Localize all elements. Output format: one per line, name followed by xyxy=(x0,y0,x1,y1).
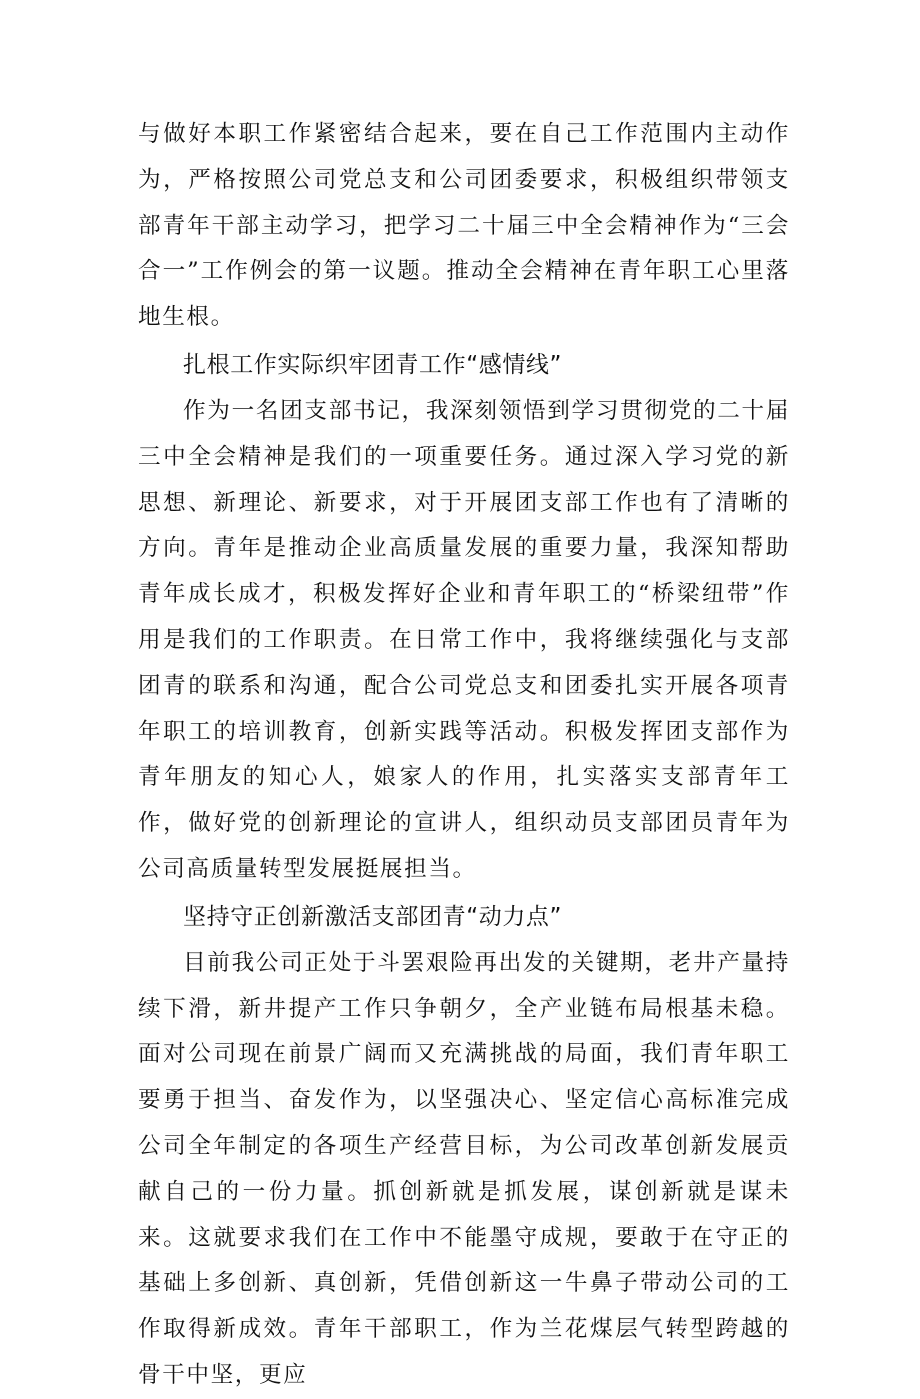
body-paragraph: 目前我公司正处于斗罢艰险再出发的关键期，老井产量持续下滑，新井提产工作只争朝夕，全产业链布局根基未稳。面对公司现在前景广阔而又充满挑战的局面，我们青年职工要勇于担当、奋发作为，以坚强决心、坚定信心高标准完成公司全年制定的各项生产经营目标，为公司改革创新发展贡献自己的一份力量。抓创新就是抓发展，谋创新就是谋未来。这就要求我们在工作中不能墨守成规，要敢于在守正的基础上多创新、真创新，凭借创新这一牛鼻子带动公司的工作取得新成效。青年干部职工，作为兰花煤层气转型跨越的骨干中坚，更应 xyxy=(138,949,790,1388)
body-paragraph: 与做好本职工作紧密结合起来，要在自己工作范围内主动作为，严格按照公司党总支和公司团委要求，积极组织带领支部青年干部主动学习，把学习二十届三中全会精神作为“三会合一”工作例会的第一议题。推动全会精神在青年职工心里落地生根。 xyxy=(138,121,790,331)
section-heading: 坚持守正创新激活支部团青“动力点” xyxy=(183,903,563,930)
section-heading: 扎根工作实际织牢团青工作“感情线” xyxy=(183,351,563,378)
body-paragraph: 作为一名团支部书记，我深刻领悟到学习贯彻党的二十届三中全会精神是我们的一项重要任务。通过深入学习党的新思想、新理论、新要求，对于开展团支部工作也有了清晰的方向。青年是推动企业高质量发展的重要力量，我深知帮助青年成长成才，积极发挥好企业和青年职工的“桥梁纽带”作用是我们的工作职责。在日常工作中，我将继续强化与支部团青的联系和沟通，配合公司党总支和团委扎实开展各项青年职工的培训教育，创新实践等活动。积极发挥团支部作为青年朋友的知心人，娘家人的作用，扎实落实支部青年工作，做好党的创新理论的宣讲人，组织动员支部团员青年为公司高质量转型发展挺展担当。 xyxy=(138,397,790,882)
